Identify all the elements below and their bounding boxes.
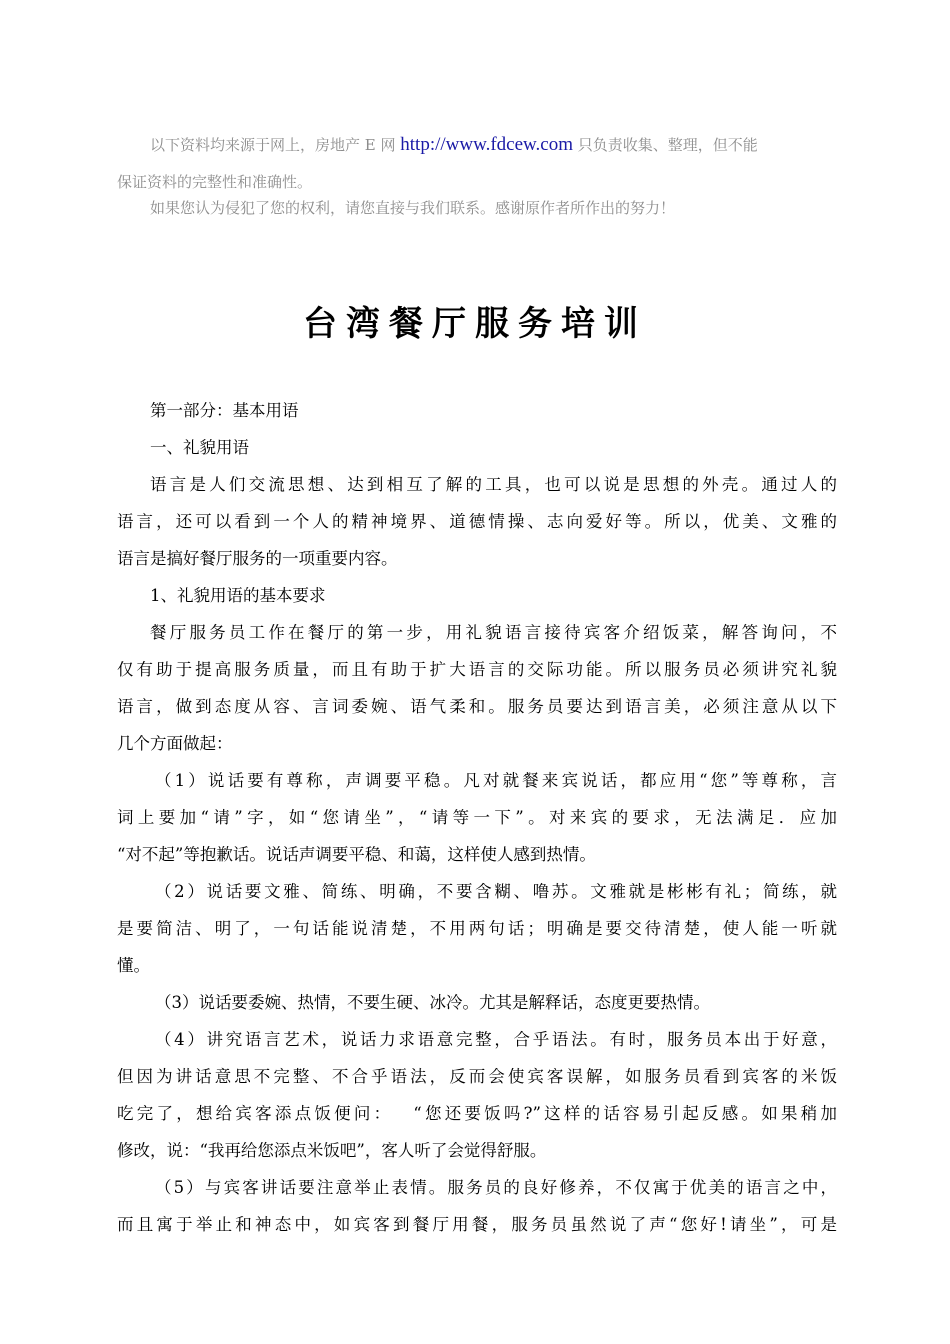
paragraph-line: （1）说话要有尊称，声调要平稳。凡对就餐来宾说话，都应用“您”等尊称，言 (155, 771, 837, 790)
notice-text: 以下资料均来源于网上，房地产 E 网 (150, 136, 401, 154)
paragraph-line: 语言是搞好餐厅服务的一项重要内容。 (117, 549, 398, 568)
paragraph-line: 几个方面做起： (117, 734, 233, 753)
paragraph-line: 修改，说：“我再给您添点米饭吧”，客人听了会觉得舒服。 (117, 1141, 547, 1160)
source-link[interactable]: http://www.fdcew.com (400, 134, 573, 155)
subsection-heading: 一、礼貌用语 (150, 438, 249, 457)
paragraph-line: （3）说话要委婉、热情，不要生硬、冰冷。尤其是解释话，态度更要热情。 (155, 993, 710, 1012)
notice-line-1 (150, 134, 758, 156)
paragraph-line: 而且寓于举止和神态中，如宾客到餐厅用餐，服务员虽然说了声“您好!请坐”，可是 (117, 1215, 837, 1234)
subsection-heading: 1、礼貌用语的基本要求 (150, 586, 326, 605)
paragraph-line: 餐厅服务员工作在餐厅的第一步，用礼貌语言接待宾客介绍饭菜，解答询问，不 (150, 623, 837, 642)
paragraph-line: 是要简洁、明了，一句话能说清楚，不用两句话；明确是要交待清楚，使人能一听就 (117, 919, 837, 938)
document-body (117, 392, 837, 1243)
paragraph-line: 但因为讲话意思不完整、不合乎语法，反而会使宾客误解，如服务员看到宾客的米饭 (117, 1067, 837, 1086)
paragraph-line: （4）讲究语言艺术，说话力求语意完整，合乎语法。有时，服务员本出于好意， (155, 1030, 837, 1049)
paragraph-line: （2）说话要文雅、简练、明确，不要含糊、噜苏。文雅就是彬彬有礼；简练，就 (155, 882, 837, 901)
section-heading: 第一部分：基本用语 (150, 401, 299, 420)
paragraph-line: 语言，还可以看到一个人的精神境界、道德情操、志向爱好等。所以，优美、文雅的 (117, 512, 837, 531)
paragraph-line: 语言，做到态度从容、言词委婉、语气柔和。服务员要达到语言美，必须注意从以下 (117, 697, 837, 716)
paragraph-line: “对不起”等抱歉话。说话声调要平稳、和蔼，这样使人感到热情。 (117, 845, 596, 864)
document-title: 台湾餐厅服务培训 (303, 304, 647, 344)
paragraph-line: （5）与宾客讲话要注意举止表情。服务员的良好修养，不仅寓于优美的语言之中， (155, 1178, 837, 1197)
paragraph-line: 吃完了，想给宾客添点饭便问： “您还要饭吗?”这样的话容易引起反感。如果稍加 (117, 1104, 837, 1123)
paragraph-line: 词上要加“请”字，如“您请坐”，“请等一下”。对来宾的要求，无法满足．应加 (117, 808, 837, 827)
paragraph-line: 懂。 (117, 956, 150, 975)
notice-line-2: 保证资料的完整性和准确性。 (117, 173, 313, 191)
paragraph-line: 语言是人们交流思想、达到相互了解的工具，也可以说是思想的外壳。通过人的 (150, 475, 837, 494)
notice-text: 只负责收集、整理，但不能 (572, 136, 758, 154)
paragraph-line: 仅有助于提高服务质量，而且有助于扩大语言的交际功能。所以服务员必须讲究礼貌 (117, 660, 837, 679)
notice-line-3: 如果您认为侵犯了您的权利，请您直接与我们联系。感谢原作者所作出的努力！ (150, 199, 676, 217)
